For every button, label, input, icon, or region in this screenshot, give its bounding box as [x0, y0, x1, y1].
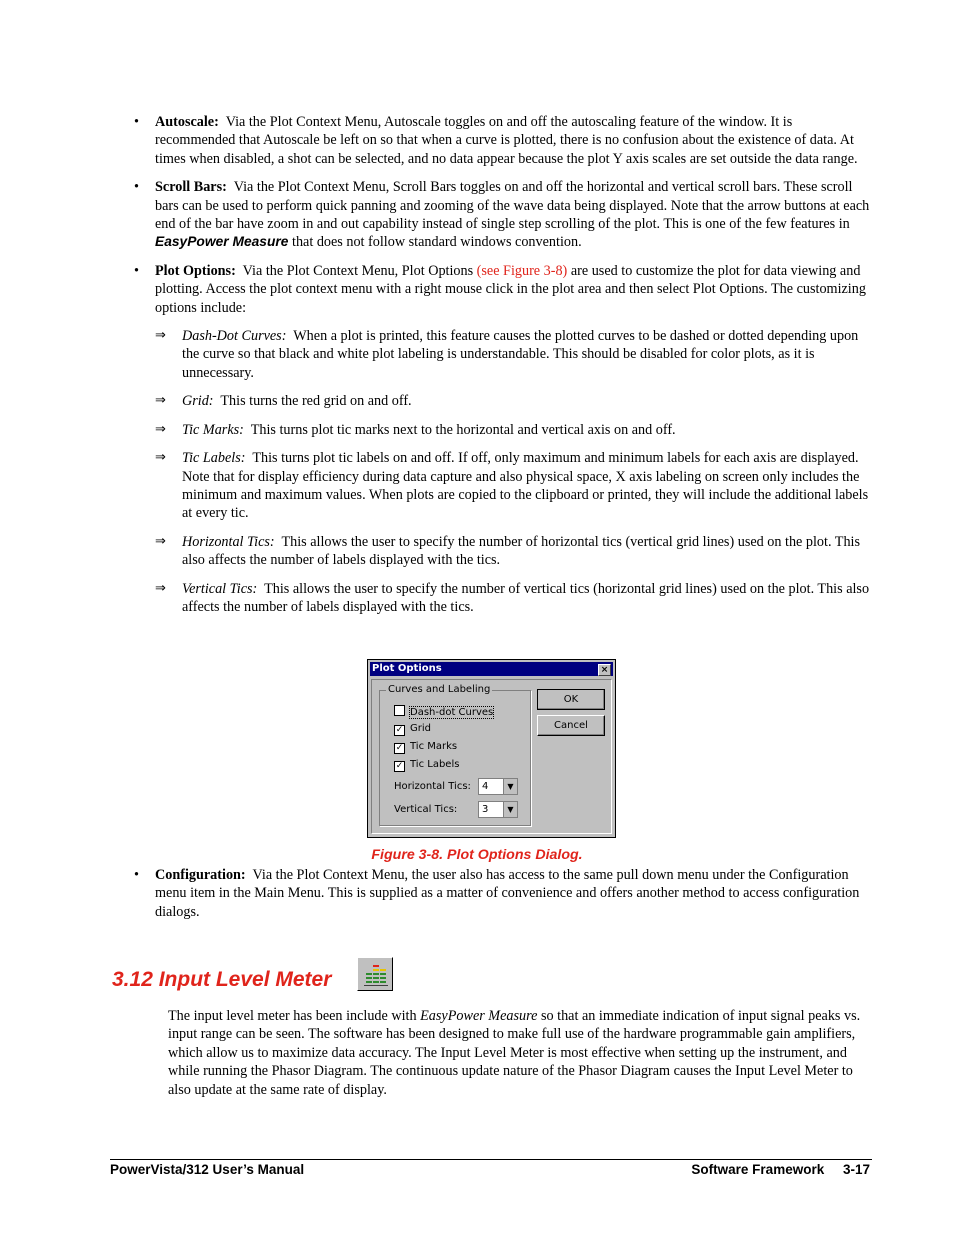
dash-dot-curves-checkbox[interactable]: [394, 705, 493, 719]
chevron-down-icon[interactable]: ▼: [503, 779, 517, 794]
figure-reference-link[interactable]: (see Figure 3-8): [476, 262, 568, 279]
bullet-text: that does not follow standard windows convention.: [292, 234, 582, 251]
paragraph-text: The input level meter has been include with: [168, 1008, 417, 1024]
option-name: Vertical Tics:: [182, 580, 258, 597]
vertical-tics-select[interactable]: [478, 801, 518, 818]
chevron-down-icon[interactable]: ▼: [503, 802, 517, 817]
checkmark-icon[interactable]: ✓: [395, 761, 404, 771]
arrow-icon: ⇒: [155, 580, 166, 596]
option-item: [155, 421, 872, 439]
option-text: This allows the user to specify the number of vertical tics (horizontal grid lines) used on the plot. This also affects the number of labels displayed with the tics.: [182, 580, 870, 615]
bullet-term: Configuration:: [155, 867, 246, 883]
checkbox-label: Dash-dot Curves: [410, 707, 494, 718]
footer-section-page: Software Framework 3-17: [691, 1162, 870, 1177]
option-text: This turns plot tic marks next to the horizontal and vertical axis on and off.: [250, 421, 676, 438]
option-list: [155, 327, 872, 616]
horizontal-tics-label: Horizontal Tics:: [394, 781, 471, 792]
bullet-list-bottom: [134, 866, 872, 931]
bullet-term: Autoscale:: [155, 114, 219, 130]
bullet-text: Via the Plot Context Menu, Scroll Bars toggles on and off the horizontal and vertical scroll bars. These scroll bars can be used to perform quick panning and zooming of the wave data being displayed. Note that the arrow buttons at each end of the bar have zoom in and out capability instead of single step scrolling of the plot. This is one of the few features in: [155, 179, 870, 233]
figure-caption: Figure 3-8. Plot Options Dialog.: [371, 847, 583, 863]
select-value: 4: [482, 781, 489, 792]
option-text: This turns plot tic labels on and off. If off, only maximum and minimum labels for each axis are displayed. Note that for display efficiency during data capture and also physical space, X axis labeling on screen only includes the minimum and maximum values. When plots are copied to the clipboard or printed, they will include the additional labels at every tic.: [182, 450, 869, 522]
footer-divider: [110, 1159, 872, 1160]
close-icon[interactable]: ×: [598, 664, 611, 676]
input-level-meter-paragraph: [168, 1007, 872, 1099]
option-name: Dash-Dot Curves:: [182, 328, 287, 345]
option-item: [155, 580, 872, 617]
bullet-dot: •: [134, 114, 139, 130]
option-item: [155, 449, 872, 523]
checkbox-label: Tic Labels: [410, 759, 460, 770]
checkbox-label: Tic Marks: [410, 741, 458, 752]
bullet-list-top: [134, 113, 872, 626]
product-name: EasyPower Measure: [155, 234, 289, 250]
bullet-dot: •: [134, 179, 139, 196]
bullet-scroll-bars: [134, 178, 872, 252]
cancel-button[interactable]: Cancel: [537, 715, 605, 736]
option-text: This turns the red grid on and off.: [220, 393, 412, 410]
bullet-dot: •: [134, 262, 139, 279]
bullet-configuration: [134, 866, 872, 921]
dialog-title: Plot Options: [372, 663, 442, 674]
bullet-autoscale: [134, 113, 872, 168]
vertical-tics-label: Vertical Tics:: [394, 804, 458, 815]
footer-manual-title: PowerVista/312 User’s Manual: [110, 1162, 305, 1177]
paragraph-text: so that an immediate indication of input signal peaks vs. input range can be seen. The software has been designed to make full use of the hardware programmable gain amplifiers, which allow us to maximize data accuracy. The Input Level Meter is most effective when setting up the instrument, and while running the Phasor Diagram. The continuous update nature of the Phasor Diagram causes the Input Level Meter to also update at the same rate of display.: [168, 1008, 861, 1098]
arrow-icon: ⇒: [155, 450, 166, 466]
arrow-icon: ⇒: [155, 393, 166, 409]
horizontal-tics-select[interactable]: [478, 778, 518, 795]
bullet-dot: •: [134, 867, 139, 883]
option-item: [155, 533, 872, 570]
option-item: [155, 392, 872, 410]
arrow-icon: ⇒: [155, 421, 166, 437]
ok-button[interactable]: OK: [537, 689, 605, 710]
dialog-title-bar: [370, 662, 613, 676]
option-text: This allows the user to specify the number of horizontal tics (vertical grid lines) used on the plot. This also affects the number of labels displayed with the tics.: [182, 533, 861, 569]
checkmark-icon[interactable]: ✓: [395, 725, 404, 735]
bullet-text: Via the Plot Context Menu, Autoscale toggles on and off the autoscaling feature of the window. It is recommended that Autoscale be left on so that when a curve is plotted, there is no confusion about the existence of data. At times when disabled, a shot can be selected, and no data appear because the plot Y axis scales are set outside the data range.: [155, 114, 858, 167]
plot-options-dialog: [367, 659, 616, 838]
checkmark-icon[interactable]: ✓: [395, 743, 404, 753]
option-name: Horizontal Tics:: [182, 533, 275, 550]
bullet-term: Scroll Bars:: [155, 179, 227, 196]
bullet-text: Via the Plot Context Menu, the user also has access to the same pull down menu under the Configuration menu item in the Main Menu. This is supplied as a matter of convenience and offers another method to access configuration dialogs.: [155, 867, 860, 920]
option-name: Tic Labels:: [182, 450, 246, 467]
bullet-text: Via the Plot Context Menu, Plot Options: [242, 262, 474, 279]
option-name: Tic Marks:: [182, 421, 244, 438]
option-text: When a plot is printed, this feature causes the plotted curves to be dashed or dotted depending upon the curve so that black and white plot labeling is understandable. This should be disabled for color plots, as it is unnecessary.: [182, 328, 859, 381]
group-label: Curves and Labeling: [388, 684, 491, 695]
arrow-icon: ⇒: [155, 328, 166, 344]
checkbox-box[interactable]: [394, 705, 405, 716]
tic-labels-checkbox[interactable]: [394, 759, 459, 772]
bullet-text: are used to customize the plot for data viewing and plotting. Access the plot context menu with a right mouse click in the plot area and then select Plot Options. The customizing options include:: [155, 262, 866, 316]
option-item: [155, 327, 872, 382]
arrow-icon: ⇒: [155, 533, 166, 549]
option-name: Grid:: [182, 393, 214, 410]
select-value: 3: [482, 804, 489, 815]
curves-and-labeling-group: [379, 684, 531, 826]
level-meter-icon: [357, 957, 393, 991]
product-name: EasyPower Measure: [420, 1008, 538, 1024]
section-heading: 3.12 Input Level Meter: [112, 968, 332, 991]
bullet-plot-options: [134, 262, 872, 617]
checkbox-label: Grid: [410, 723, 431, 734]
tic-marks-checkbox[interactable]: [394, 741, 457, 754]
dialog-body: [371, 679, 612, 834]
bullet-term: Plot Options:: [155, 262, 236, 279]
grid-checkbox[interactable]: [394, 723, 431, 736]
